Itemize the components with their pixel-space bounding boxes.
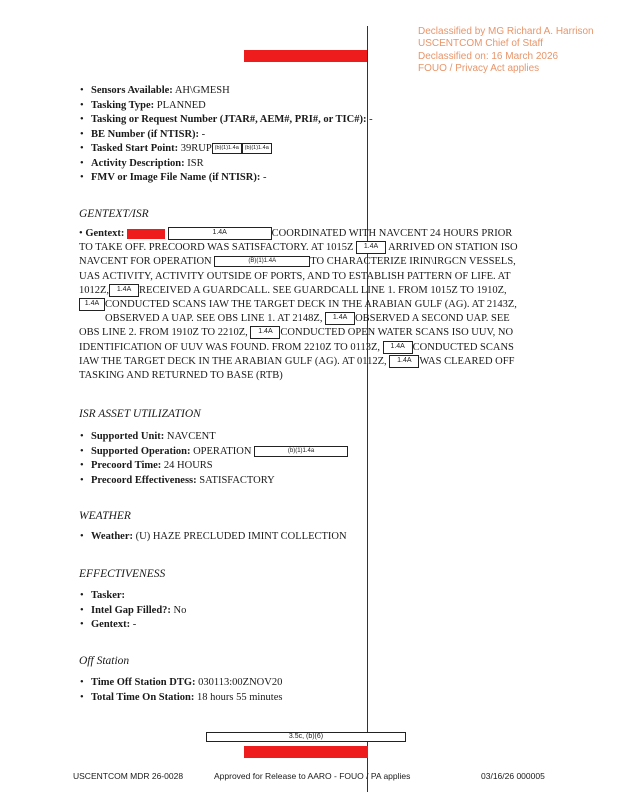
redaction-box-i: 1.4A (389, 355, 419, 368)
gentext-text-15: CONDUCTED SCANS (412, 341, 514, 353)
activity-item (79, 157, 373, 172)
effectiveness-gentext-label: Gentext: (91, 619, 131, 630)
fmv-label: FMV or Image File Name (if NTISR): (91, 172, 261, 183)
start-point-label: Tasked Start Point: (91, 143, 179, 154)
declassification-stamp (418, 26, 614, 76)
gentext-line-8 (79, 326, 527, 340)
supported-op-item (79, 445, 348, 460)
start-point-value: 39RUP (180, 143, 212, 154)
tasking-type-label: Tasking Type: (91, 99, 155, 111)
declass-line-3: Declassified on: 16 March 2026 (418, 50, 559, 62)
start-point-item (79, 142, 373, 157)
gentext-text-6: UAS ACTIVITY, ACTIVITY OUTSIDE OF PORTS, AND TO ESTABLISH PATTERN OF LIFE. AT (79, 270, 511, 282)
gentext-paragraph (79, 227, 527, 383)
gentext-text-14: IDENTIFICATION OF UUV WAS FOUND. FROM 2210Z TO 0113Z, (79, 341, 381, 353)
supported-unit-value: NAVCENT (166, 431, 216, 442)
intel-gap-item (79, 604, 186, 619)
time-off-label: Time Off Station DTG: (91, 677, 196, 688)
gentext-line-1: • Gentext: 1.4A COORDINATED WITH NAVCENT 24 HOURS PRIOR (79, 228, 513, 239)
footer-left: USCENTCOM MDR 26-0028 (73, 771, 184, 781)
activity-label: Activity Description: (91, 157, 185, 169)
gentext-text-11: OBSERVED A SECOND UAP. SEE (355, 313, 510, 325)
intel-gap-value: No (173, 604, 187, 616)
be-number-label: BE Number (if NTISR): (91, 128, 200, 140)
gentext-text-2: TO TAKE OFF. PRECOORD WAS SATISFACTORY. AT 1015Z (79, 242, 354, 254)
precoord-eff-item (79, 474, 348, 489)
gentext-text-10: OBSERVED A UAP. SEE OBS LINE 1. AT 2148Z, (105, 313, 323, 325)
weather-list (79, 530, 347, 545)
gentext-line-9 (79, 341, 527, 355)
gentext-red-redaction (127, 229, 165, 239)
gentext-text-4: NAVCENT FOR OPERATION (79, 256, 212, 268)
footer-right: 03/16/26 000005 (481, 771, 545, 781)
effectiveness-gentext-item (79, 618, 186, 633)
redaction-box-f: 1.4A (325, 312, 355, 325)
gentext-line-2 (79, 241, 527, 255)
gentext-text-16: IAW THE TARGET DECK IN THE ARABIAN GULF (AG). AT 0112Z, (79, 355, 387, 367)
gentext-heading: GENTEXT/ISR (79, 208, 149, 220)
redaction-box-start-2: (b)(1)1.4a (242, 143, 272, 154)
intel-gap-label: Intel Gap Filled?: (91, 604, 171, 616)
effectiveness-gentext-value: - (132, 619, 137, 630)
redaction-box-b: 1.4A (356, 241, 386, 254)
precoord-time-item (79, 459, 348, 474)
supported-op-label: Supported Operation: (91, 445, 191, 457)
activity-value: ISR (187, 157, 204, 169)
precoord-time-label: Precoord Time: (91, 460, 162, 471)
fmv-value: - (262, 172, 267, 183)
supported-unit-item (79, 430, 348, 445)
time-off-value: 030113:00ZNOV20 (198, 677, 283, 688)
redaction-box-e: 1.4A (79, 298, 105, 311)
tasker-label: Tasker: (91, 590, 126, 601)
total-time-value: 18 hours 55 minutes (197, 691, 283, 703)
tasking-number-value: - (369, 114, 373, 125)
tasker-item (79, 589, 186, 604)
tasking-type-value: PLANNED (156, 99, 206, 111)
gentext-line-10 (79, 355, 527, 369)
effectiveness-list (79, 589, 186, 633)
tasking-type-item (79, 99, 373, 114)
sensors-label: Sensors Available: (91, 85, 173, 96)
redaction-box-g: 1.4A (250, 326, 280, 339)
gentext-text-1: COORDINATED WITH NAVCENT 24 HOURS PRIOR (271, 228, 513, 239)
redaction-box-a: 1.4A (168, 227, 272, 240)
weather-label: Weather: (91, 531, 133, 542)
bottom-redaction-box: 3.5c, (b)(6) (206, 732, 406, 742)
supported-op-value: OPERATION (193, 445, 252, 457)
gentext-line-6 (79, 298, 527, 312)
sensors-value: AH\GMESH (174, 85, 230, 96)
sensor-info-list (79, 84, 373, 186)
gentext-line-3 (79, 255, 527, 269)
precoord-eff-value: SATISFACTORY (199, 474, 275, 486)
sensors-available-item (79, 84, 373, 99)
redaction-box-d: 1.4A (109, 284, 139, 297)
gentext-text-8: RECEIVED A GUARDCALL. SEE GUARDCALL LINE 1. FROM 1015Z TO 1910Z, (139, 284, 507, 296)
redaction-box-op: (b)(1)1.4a (254, 446, 348, 457)
gentext-text-18: TASKING AND RETURNED TO BASE (RTB) (79, 369, 283, 381)
tasking-number-label: Tasking or Request Number (JTAR#, AEM#, PRI#, or TIC#): (91, 114, 367, 125)
gentext-label: Gentext: (85, 228, 125, 239)
weather-value: (U) HAZE PRECLUDED IMINT COLLECTION (135, 531, 347, 542)
tasking-number-item (79, 113, 373, 128)
isr-asset-list (79, 430, 348, 488)
off-station-list (79, 676, 282, 705)
supported-unit-label: Supported Unit: (91, 431, 165, 442)
precoord-time-value: 24 HOURS (163, 460, 213, 471)
gentext-text-5: TO CHARACTERIZE IRIN\IRGCN VESSELS, (310, 256, 516, 268)
total-time-item (79, 691, 282, 706)
gentext-text-17: WAS CLEARED OFF (419, 355, 515, 367)
gentext-line-7 (79, 312, 527, 326)
declass-line-2: USCENTCOM Chief of Staff (418, 38, 543, 50)
isr-asset-heading: ISR ASSET UTILIZATION (79, 408, 201, 420)
top-redaction-bar (244, 50, 368, 62)
bottom-redaction-bar (244, 746, 368, 758)
gentext-text-12: OBS LINE 2. FROM 1910Z TO 2210Z, (79, 327, 248, 339)
weather-heading: WEATHER (79, 510, 131, 522)
declass-line-4: FOUO / Privacy Act applies (418, 63, 540, 75)
footer-center: Approved for Release to AARO - FOUO / PA applies (214, 771, 411, 781)
effectiveness-heading: EFFECTIVENESS (79, 568, 166, 580)
weather-item (79, 530, 347, 545)
gentext-line-5 (79, 284, 527, 298)
gentext-text-3: ARRIVED ON STATION ISO (388, 242, 518, 254)
time-off-item (79, 676, 282, 691)
redaction-box-h: 1.4A (383, 341, 413, 354)
precoord-eff-label: Precoord Effectiveness: (91, 474, 197, 486)
gentext-text-7: 1012Z, (79, 284, 110, 296)
gentext-line-11 (79, 369, 527, 383)
off-station-heading: Off Station (79, 655, 130, 667)
gentext-text-13: CONDUCTED OPEN WATER SCANS ISO UUV, NO (280, 327, 514, 339)
redaction-box-c: (B)(1)1.4A (214, 256, 310, 267)
redaction-box-start-1: (b)(1)1.4a (212, 143, 242, 154)
gentext-text-9: CONDUCTED SCANS IAW THE TARGET DECK IN THE ARABIAN GULF (AG). AT 2143Z, (105, 298, 517, 310)
be-number-item (79, 128, 373, 143)
declass-line-1: Declassified by MG Richard A. Harrison (418, 26, 594, 37)
total-time-label: Total Time On Station: (91, 691, 195, 703)
gentext-line-4 (79, 270, 527, 284)
be-number-value: - (201, 128, 206, 140)
fmv-item (79, 171, 373, 186)
